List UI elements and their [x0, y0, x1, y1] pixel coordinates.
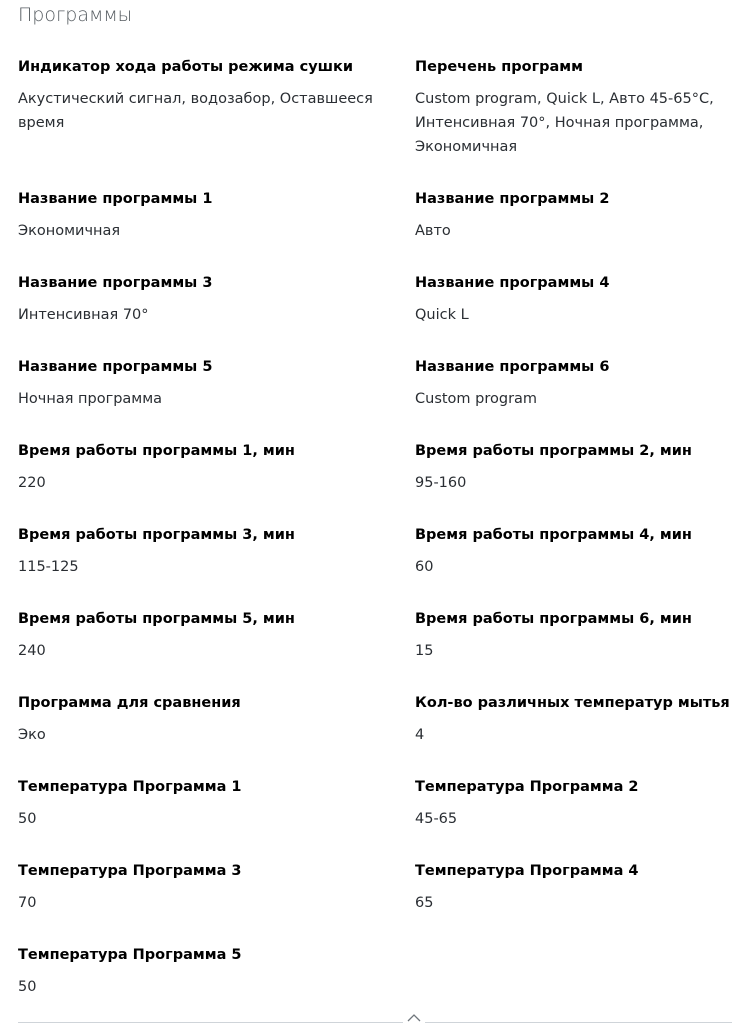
spec-value: Quick L — [415, 307, 469, 323]
spec-program-temperature-4 — [415, 861, 732, 945]
spec-wash-temperature-count — [415, 693, 732, 777]
spec-value: 50 — [18, 811, 37, 827]
spec-program-list — [415, 57, 732, 189]
spec-label: Кол-во различных температур мытья — [415, 695, 730, 711]
spec-value: Эко — [18, 727, 46, 743]
spec-program-duration-5 — [18, 609, 415, 693]
spec-label: Перечень программ — [415, 59, 584, 75]
spec-value: 15 — [415, 643, 434, 659]
spec-label: Время работы программы 6, мин — [415, 611, 692, 627]
spec-program-duration-1 — [18, 441, 415, 525]
spec-program-name-4 — [415, 273, 732, 357]
spec-drying-indicator — [18, 57, 415, 189]
spec-row — [18, 945, 732, 1029]
spec-program-temperature-1 — [18, 777, 415, 861]
spec-value: 4 — [415, 727, 425, 743]
spec-value: 60 — [415, 559, 434, 575]
spec-row — [18, 57, 732, 189]
spec-label: Время работы программы 4, мин — [415, 527, 692, 543]
spec-program-temperature-2 — [415, 777, 732, 861]
spec-row — [18, 273, 732, 357]
spec-program-name-5 — [18, 357, 415, 441]
spec-program-duration-2 — [415, 441, 732, 525]
spec-value: Custom program — [415, 391, 538, 407]
spec-label: Температура Программа 1 — [18, 779, 242, 795]
spec-value: 70 — [18, 895, 37, 911]
spec-value: Акустический сигнал, водозабор, Оставшееся время — [18, 91, 373, 131]
spec-value: Экономичная — [18, 223, 121, 239]
spec-value: 50 — [18, 979, 37, 995]
spec-program-duration-3 — [18, 525, 415, 609]
spec-value: 95-160 — [415, 475, 467, 491]
spec-row — [18, 609, 732, 693]
spec-label: Время работы программы 2, мин — [415, 443, 692, 459]
spec-value: 220 — [18, 475, 46, 491]
chevron-up-icon — [407, 1013, 421, 1022]
spec-row — [18, 861, 732, 945]
spec-grid — [18, 57, 732, 1029]
spec-label: Время работы программы 5, мин — [18, 611, 295, 627]
spec-value: Custom program, Quick L, Авто 45-65°C, Интенсивная 70°, Ночная программа, Экономичная — [415, 91, 714, 155]
spec-row — [18, 357, 732, 441]
spec-label: Название программы 1 — [18, 191, 213, 207]
spec-value: Интенсивная 70° — [18, 307, 149, 323]
spec-label: Температура Программа 3 — [18, 863, 242, 879]
spec-label: Название программы 6 — [415, 359, 610, 375]
spec-program-temperature-3 — [18, 861, 415, 945]
spec-label: Индикатор хода работы режима сушки — [18, 59, 354, 75]
spec-value: 45-65 — [415, 811, 458, 827]
section-divider — [18, 1022, 732, 1023]
spec-label: Температура Программа 5 — [18, 947, 242, 963]
spec-value: Авто — [415, 223, 451, 239]
spec-label: Программа для сравнения — [18, 695, 241, 711]
spec-program-duration-6 — [415, 609, 732, 693]
spec-program-temperature-5 — [18, 945, 415, 1029]
spec-comparison-program — [18, 693, 415, 777]
spec-row — [18, 525, 732, 609]
section-title: Программы — [18, 4, 133, 26]
spec-program-duration-4 — [415, 525, 732, 609]
collapse-toggle-button[interactable] — [403, 1009, 425, 1025]
spec-label: Время работы программы 3, мин — [18, 527, 295, 543]
spec-label: Время работы программы 1, мин — [18, 443, 295, 459]
spec-label: Название программы 4 — [415, 275, 610, 291]
spec-row — [18, 189, 732, 273]
spec-program-name-3 — [18, 273, 415, 357]
spec-label: Название программы 5 — [18, 359, 213, 375]
spec-label: Температура Программа 4 — [415, 863, 639, 879]
spec-label: Название программы 2 — [415, 191, 610, 207]
spec-value: 65 — [415, 895, 434, 911]
spec-row — [18, 441, 732, 525]
spec-value: 240 — [18, 643, 46, 659]
spec-row — [18, 777, 732, 861]
spec-program-name-1 — [18, 189, 415, 273]
spec-label: Название программы 3 — [18, 275, 213, 291]
spec-program-name-6 — [415, 357, 732, 441]
spec-value: Ночная программа — [18, 391, 163, 407]
spec-row — [18, 693, 732, 777]
spec-label: Температура Программа 2 — [415, 779, 639, 795]
spec-program-name-2 — [415, 189, 732, 273]
spec-value: 115-125 — [18, 559, 79, 575]
